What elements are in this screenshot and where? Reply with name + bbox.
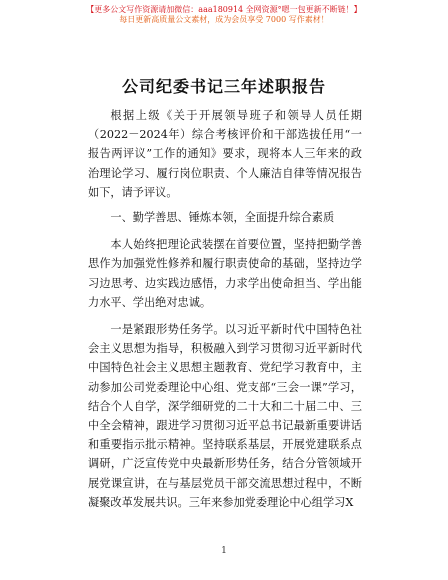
intro-paragraph: 根据上级《关于开展领导班子和领导人员任期（2022－2024年）综合考核评价和干部选拔任用“一报告两评议”工作的通知》要求，现将本人三年来的政治理论学习、履行岗位职责、个人廉洁自律等情况报告如下，请予评议。 — [88, 109, 362, 199]
document-title: 公司纪委书记三年述职报告 — [121, 77, 326, 96]
body-paragraph: 本人始终把理论武装摆在首要位置，坚持把勤学善思作为加强党性修养和履行职责使命的基础，坚持边学习边思考、边实践边感悟，力求学出使命担当、学出能力水平、学出绝对忠诚。 — [88, 238, 362, 309]
ad-banner-line-2: 每日更新高质量公文素材，成为会员享受 7000 写作素材！ — [119, 15, 329, 24]
page-number: 1 — [221, 546, 227, 556]
section-heading: 一、勤学善思、锤炼本领，全面提升综合素质 — [110, 211, 335, 225]
ad-banner-line-1: 【更多公文写作资源请加微信：aaa180914 全网资源°嗯一包更新不断链！】 — [86, 5, 362, 14]
body-paragraph: 一是紧跟形势任务学。以习近平新时代中国特色社会主义思想为指导，积极融入到学习贯彻习近平新时代中国特色社会主义思想主题教育、党纪学习教育中，主动参加公司党委理论中心组、党支部“三会一课”学习，结合个人自学，深学细研党的二十大和二十届二中、三中全会精神，跟进学习贯彻习近平总书记最新重要讲话和重要指示批示精神。坚持联系基层，开展党建联系点调研，广泛宣传党中央最新形势任务，结合分管领域开展党课宣讲，在与基层党员干部交流思想过程中，不断凝聚改革发展共识。三年来参加党委理论中心组学习X — [88, 323, 362, 509]
document-body — [88, 106, 362, 520]
